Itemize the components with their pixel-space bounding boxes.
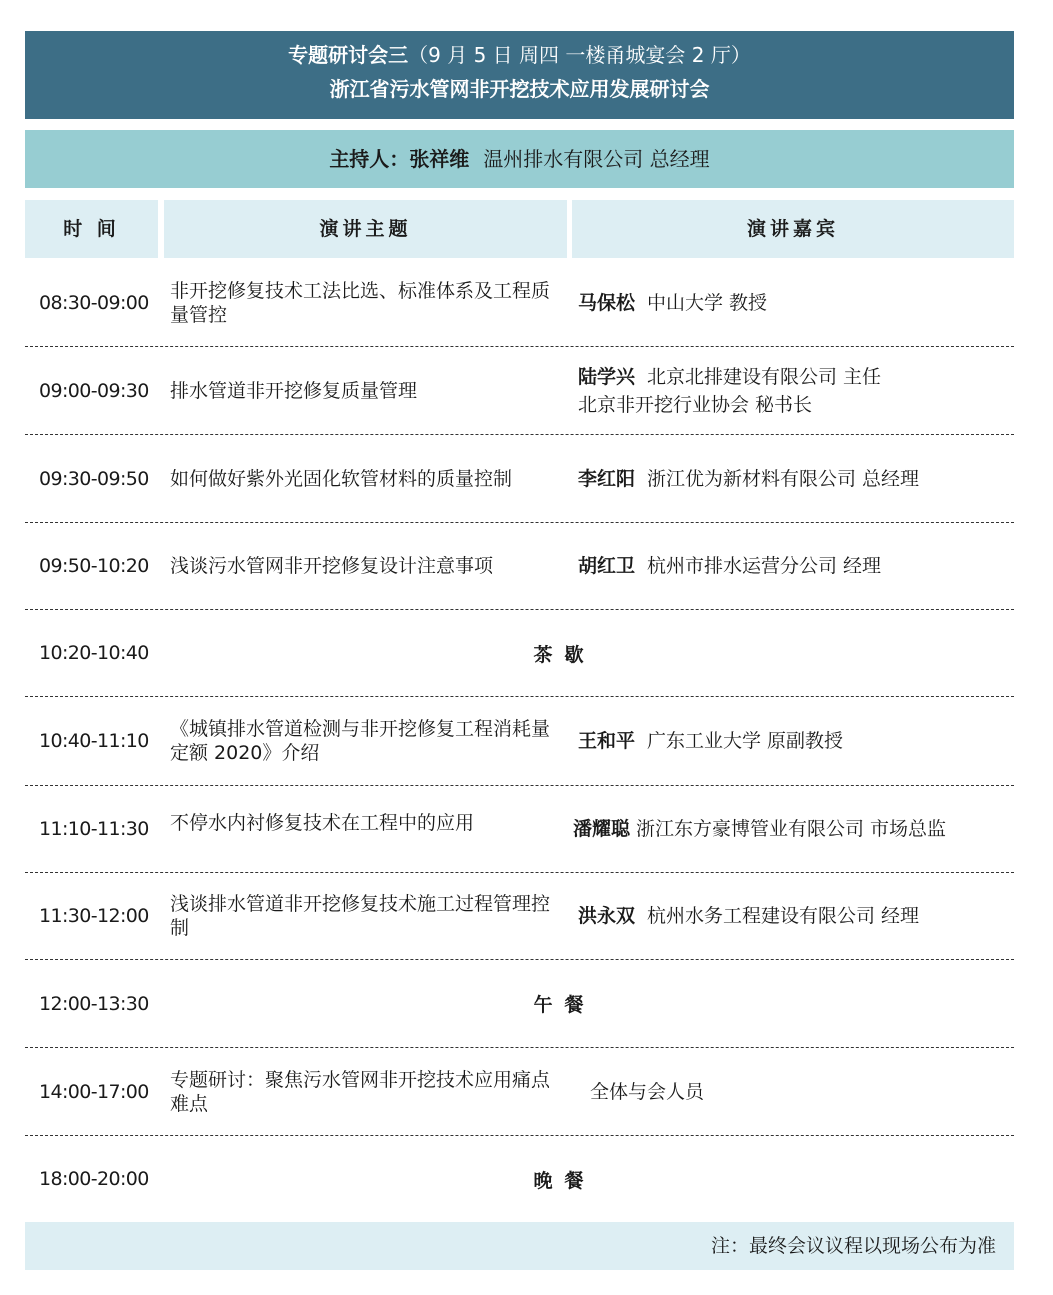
agenda-time: 10:40-11:10 <box>39 730 149 752</box>
agenda-row <box>25 435 1014 522</box>
speaker-name: 马保松 <box>578 292 636 314</box>
agenda-row <box>25 786 1014 872</box>
agenda-speaker <box>578 873 1014 959</box>
agenda-row <box>25 347 1014 434</box>
speaker-info: 杭州市排水运营分公司 经理 <box>647 555 882 577</box>
host-org: 温州排水有限公司 总经理 <box>483 147 710 171</box>
agenda-topic: 不停水内衬修复技术在工程中的应用 <box>170 812 475 834</box>
agenda-topic: 如何做好紫外光固化软管材料的质量控制 <box>170 467 513 490</box>
speaker-name: 潘耀聪 <box>573 818 631 840</box>
speaker-info: 北京北排建设有限公司 主任 <box>647 365 882 388</box>
column-header-speaker: 演讲嘉宾 <box>572 200 1014 258</box>
column-header-time: 时 间 <box>25 200 158 258</box>
agenda-topic: 排水管道非开挖修复质量管理 <box>170 379 418 402</box>
agenda-speaker <box>578 697 1014 785</box>
speaker-name: 李红阳 <box>578 467 636 490</box>
agenda-time: 09:00-09:30 <box>39 379 149 402</box>
agenda-time: 10:20-10:40 <box>39 642 149 664</box>
agenda-time: 09:50-10:20 <box>39 555 149 577</box>
agenda-speaker <box>578 347 1014 434</box>
speaker-info: 全体与会人员 <box>590 1080 705 1103</box>
speaker-info: 杭州水务工程建设有限公司 经理 <box>647 905 920 927</box>
break-label: 茶歇 <box>533 643 596 666</box>
host-name: 张祥维 <box>409 147 470 171</box>
agenda-topic: 浅谈污水管网非开挖修复设计注意事项 <box>170 555 494 577</box>
agenda-row <box>25 523 1014 609</box>
session-title: 专题研讨会三（9 月 5 日 周四 一楼甬城宴会 2 厅） <box>288 43 751 67</box>
agenda-topic: 非开挖修复技术工法比选、标准体系及工程质量管控 <box>170 280 551 326</box>
agenda-speaker <box>578 260 1014 346</box>
agenda-time: 14:00-17:00 <box>39 1080 149 1103</box>
agenda-time: 12:00-13:30 <box>39 992 149 1015</box>
host-label: 主持人： <box>329 147 410 171</box>
agenda-row <box>25 260 1014 346</box>
agenda-speaker <box>578 1048 1014 1135</box>
speaker-name: 陆学兴 <box>578 365 636 388</box>
break-label: 晚餐 <box>533 1169 596 1192</box>
host-banner <box>25 130 1014 188</box>
agenda-time: 11:30-12:00 <box>39 905 149 927</box>
agenda-time: 09:30-09:50 <box>39 467 149 490</box>
agenda-row <box>25 697 1014 785</box>
speaker-name: 王和平 <box>578 730 636 752</box>
session-subtitle: 浙江省污水管网非开挖技术应用发展研讨会 <box>329 77 710 101</box>
agenda-row-break <box>25 1136 1014 1222</box>
agenda-speaker <box>573 786 1009 872</box>
speaker-info: 浙江东方豪博管业有限公司 市场总监 <box>636 818 947 840</box>
session-header <box>25 31 1014 119</box>
speaker-name: 洪永双 <box>578 905 636 927</box>
agenda-topic: 《城镇排水管道检测与非开挖修复工程消耗量定额 2020》介绍 <box>170 718 551 764</box>
agenda-row-break <box>25 610 1014 696</box>
agenda-row-break <box>25 960 1014 1047</box>
footer-note: 注：最终会议议程以现场公布为准 <box>25 1222 1014 1270</box>
agenda-row <box>25 1048 1014 1135</box>
break-label: 午餐 <box>533 994 596 1016</box>
speaker-info: 广东工业大学 原副教授 <box>647 730 844 752</box>
agenda-speaker <box>578 523 1014 609</box>
speaker-name: 胡红卫 <box>578 555 636 577</box>
agenda-row <box>25 873 1014 959</box>
agenda-time: 08:30-09:00 <box>39 292 149 314</box>
column-header-topic: 演讲主题 <box>164 200 567 258</box>
speaker-info: 中山大学 教授 <box>647 292 768 314</box>
speaker-info: 浙江优为新材料有限公司 总经理 <box>647 467 920 490</box>
agenda-time: 11:10-11:30 <box>39 818 149 840</box>
agenda-speaker <box>578 435 1014 522</box>
agenda-topic: 专题研讨：聚焦污水管网非开挖技术应用痛点难点 <box>170 1068 551 1115</box>
speaker-info-secondary: 北京非开挖行业协会 秘书长 <box>578 393 813 416</box>
agenda-topic: 浅谈排水管道非开挖修复技术施工过程管理控制 <box>170 893 551 939</box>
agenda-time: 18:00-20:00 <box>39 1168 149 1190</box>
